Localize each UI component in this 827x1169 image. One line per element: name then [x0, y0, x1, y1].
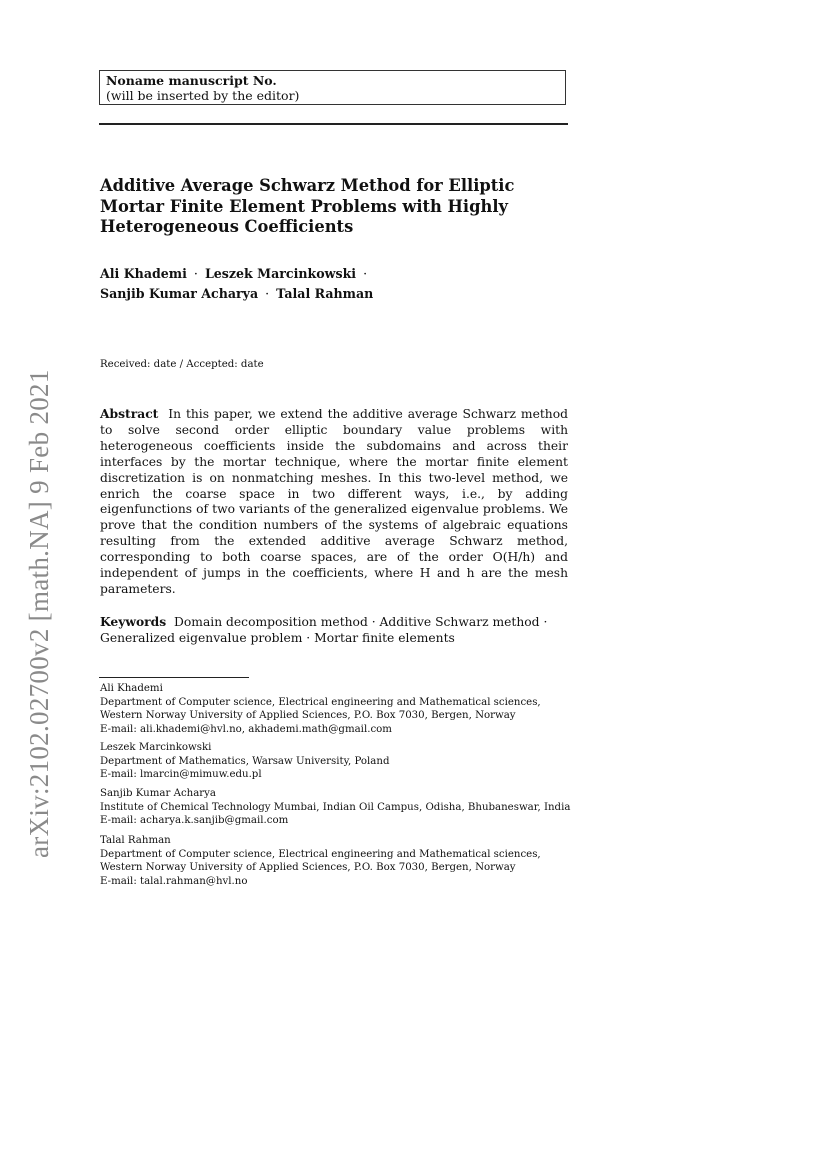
- affiliation-line: Institute of Chemical Technology Mumbai, Indian Oil Campus, Odisha, Bhubaneswar, India: [100, 801, 571, 813]
- affiliation-block: [100, 682, 541, 736]
- affiliation-block: [100, 787, 570, 828]
- header-divider: [99, 123, 568, 125]
- received-accepted-dates: Received: date / Accepted: date: [100, 359, 264, 370]
- author-name: Sanjib Kumar Acharya: [100, 286, 259, 301]
- affiliation-email: E-mail: ali.khademi@hvl.no, akhademi.math@gmail.com: [100, 723, 392, 735]
- keywords: [100, 614, 568, 647]
- author-separator: ·: [265, 286, 270, 301]
- title-line: Additive Average Schwarz Method for Elliptic: [100, 176, 515, 195]
- affiliation-email: E-mail: talal.rahman@hvl.no: [100, 875, 248, 887]
- title-line: Mortar Finite Element Problems with Highly: [100, 196, 508, 216]
- author-name: Ali Khademi: [100, 266, 187, 281]
- arxiv-identifier-stamp: arXiv:2102.02700v2 [math.NA] 9 Feb 2021: [24, 369, 54, 858]
- author-separator: ·: [363, 266, 368, 281]
- author-separator: ·: [193, 266, 198, 281]
- affiliation-line: Department of Computer science, Electrical engineering and Mathematical sciences,: [100, 696, 541, 708]
- author-name: Leszek Marcinkowski: [204, 266, 357, 281]
- author-line: [100, 284, 374, 304]
- affiliation-block: [100, 741, 389, 782]
- editor-info-box: [99, 70, 566, 105]
- paper-title: [100, 176, 560, 238]
- author-name: Talal Rahman: [276, 286, 374, 301]
- affiliation-block: [100, 834, 541, 888]
- affiliation-author: Talal Rahman: [100, 835, 171, 846]
- affiliation-line: Western Norway University of Applied Sciences, P.O. Box 7030, Bergen, Norway: [100, 862, 516, 874]
- abstract-label: Abstract: [100, 406, 159, 421]
- affiliation-line: Western Norway University of Applied Sciences, P.O. Box 7030, Bergen, Norway: [100, 710, 516, 722]
- affiliation-author: Ali Khademi: [100, 683, 163, 694]
- author-list: [100, 264, 374, 304]
- affiliation-email: E-mail: acharya.k.sanjib@gmail.com: [100, 815, 289, 827]
- editor-note: (will be inserted by the editor): [106, 88, 300, 103]
- author-line: [100, 264, 374, 284]
- affiliation-author: Leszek Marcinkowski: [100, 742, 212, 753]
- affiliation-author: Sanjib Kumar Acharya: [100, 788, 216, 799]
- abstract-text: In this paper, we extend the additive average Schwarz method to solve second order elliptic boundary value problems with heterogeneous coefficients inside the subdomains and across their interfaces by the mortar technique, where the mortar finite element discretization is on nonmatching meshes. In this two-level method, we enrich the coarse space in two different ways, i.e., by adding eigenfunctions of two variants of the generalized eigenvalue problems. We prove that the condition numbers of the systems of algebraic equations resulting from the extended additive average Schwarz method, corresponding to both coarse spaces, are of the order O(H/h) and independent of jumps in the coefficients, where H and h are the mesh parameters.: [100, 407, 568, 596]
- title-line: Heterogeneous Coefficients: [100, 217, 354, 236]
- manuscript-number-label: Noname manuscript No.: [106, 73, 277, 88]
- affiliation-line: Department of Computer science, Electrical engineering and Mathematical sciences,: [100, 848, 541, 860]
- abstract: [100, 406, 568, 598]
- footnote-divider: [99, 677, 249, 678]
- affiliation-line: Department of Mathematics, Warsaw University, Poland: [100, 755, 390, 767]
- keywords-text: Domain decomposition method · Additive Schwarz method · Generalized eigenvalue problem · Mortar finite elements: [100, 615, 548, 645]
- affiliation-email: E-mail: lmarcin@mimuw.edu.pl: [100, 769, 262, 781]
- keywords-label: Keywords: [100, 614, 167, 629]
